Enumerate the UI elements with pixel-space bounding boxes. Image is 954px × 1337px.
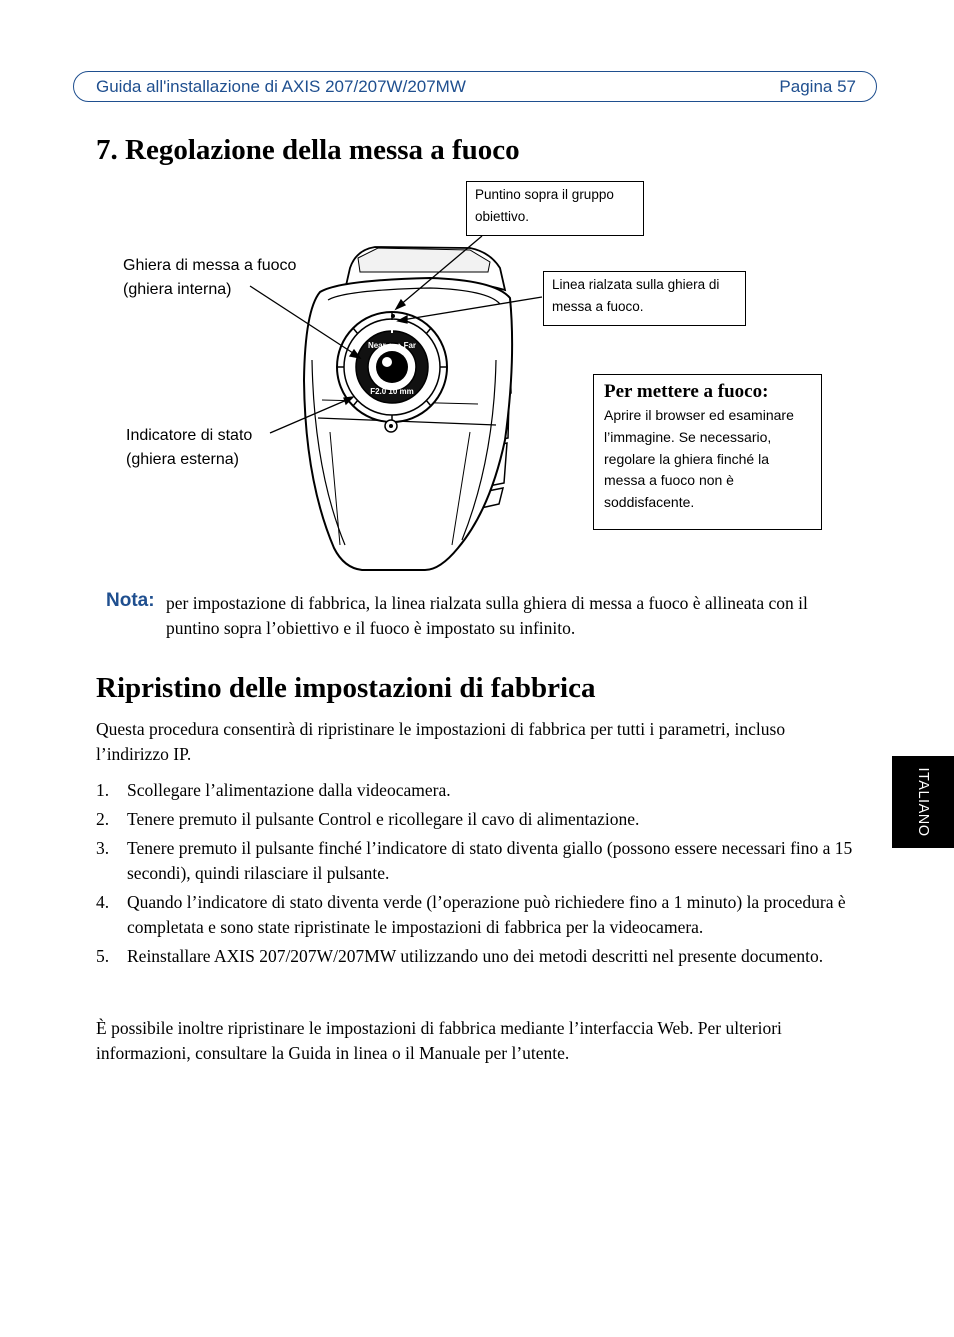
dot-above-lens — [391, 314, 395, 318]
step-number: 1. — [96, 780, 110, 800]
step-text: Quando l’indicatore di stato diventa verde (l’operazione può richiedere fino a 1 minuto) la procedura è completata e sono state ripristinate le impostazioni di fabbrica per la videocamera. — [127, 892, 846, 937]
focus-box-title: Per mettere a fuoco: — [604, 381, 769, 402]
svg-text:F2.0 10 mm: F2.0 10 mm — [370, 387, 414, 396]
svg-text:Near ⇦⇨ Far: Near ⇦⇨ Far — [367, 341, 417, 350]
section-title-focus: 7. Regolazione della messa a fuoco — [96, 134, 520, 166]
reset-steps-list — [96, 778, 856, 973]
reset-outro: È possibile inoltre ripristinare le impostazioni di fabbrica mediante l’interfaccia Web. Per ulteriori informazioni, consultare la Guida in linea o il Manuale per l’utente. — [96, 1018, 782, 1063]
list-item — [96, 890, 856, 940]
label-focus-ring-line1: Ghiera di messa a fuoco — [123, 257, 297, 274]
focus-box-body: Aprire il browser ed esaminare l’immagine. Se necessario, regolare la ghiera finché la messa a fuoco non è soddisfacente. — [604, 407, 794, 511]
callout-line-text: Linea rialzata sulla ghiera di messa a fuoco. — [552, 277, 720, 314]
label-status-line2: (ghiera esterna) — [126, 451, 239, 468]
list-item — [96, 778, 856, 803]
list-item — [96, 944, 856, 969]
language-tab-label: ITALIANO — [915, 767, 931, 837]
lens-icon — [376, 351, 408, 383]
label-status-indicator — [126, 424, 252, 472]
callout-dot-text: Puntino sopra il gruppo obiettivo. — [475, 187, 614, 224]
step-number: 2. — [96, 809, 110, 829]
step-text: Scollegare l’alimentazione dalla videocamera. — [127, 780, 451, 800]
step-number: 4. — [96, 892, 110, 912]
nota-label: Nota: — [106, 590, 155, 611]
callout-raised-line — [543, 271, 746, 326]
step-text: Reinstallare AXIS 207/207W/207MW utilizzando uno dei metodi descritti nel presente documento. — [127, 946, 824, 966]
step-number: 5. — [96, 946, 110, 966]
label-status-line1: Indicatore di stato — [126, 427, 253, 444]
step-text: Tenere premuto il pulsante Control e ricollegare il cavo di alimentazione. — [127, 809, 640, 829]
list-item — [96, 807, 856, 832]
section-title-reset: Ripristino delle impostazioni di fabbrica — [96, 672, 596, 704]
label-focus-ring — [123, 254, 296, 302]
label-focus-ring-line2: (ghiera interna) — [123, 281, 232, 298]
focus-instructions-box — [593, 374, 822, 530]
step-number: 3. — [96, 838, 110, 858]
page-number: Pagina 57 — [779, 77, 856, 96]
reset-intro: Questa procedura consentirà di ripristinare le impostazioni di fabbrica per tutti i parametri, incluso l’indirizzo IP. — [96, 719, 786, 764]
nota-text: per impostazione di fabbrica, la linea rialzata sulla ghiera di messa a fuoco è allineata con il puntino sopra l’obiettivo e il fuoco è impostato su infinito. — [166, 593, 808, 638]
step-text: Tenere premuto il pulsante finché l’indicatore di stato diventa giallo (possono essere necessari fino a 15 secondi), quindi rilasciare il pulsante. — [127, 838, 853, 883]
language-side-tab — [892, 756, 954, 848]
list-item — [96, 836, 856, 886]
header-title: Guida all'installazione di AXIS 207/207W/207MW — [96, 77, 466, 96]
callout-dot-above-lens — [466, 181, 644, 236]
